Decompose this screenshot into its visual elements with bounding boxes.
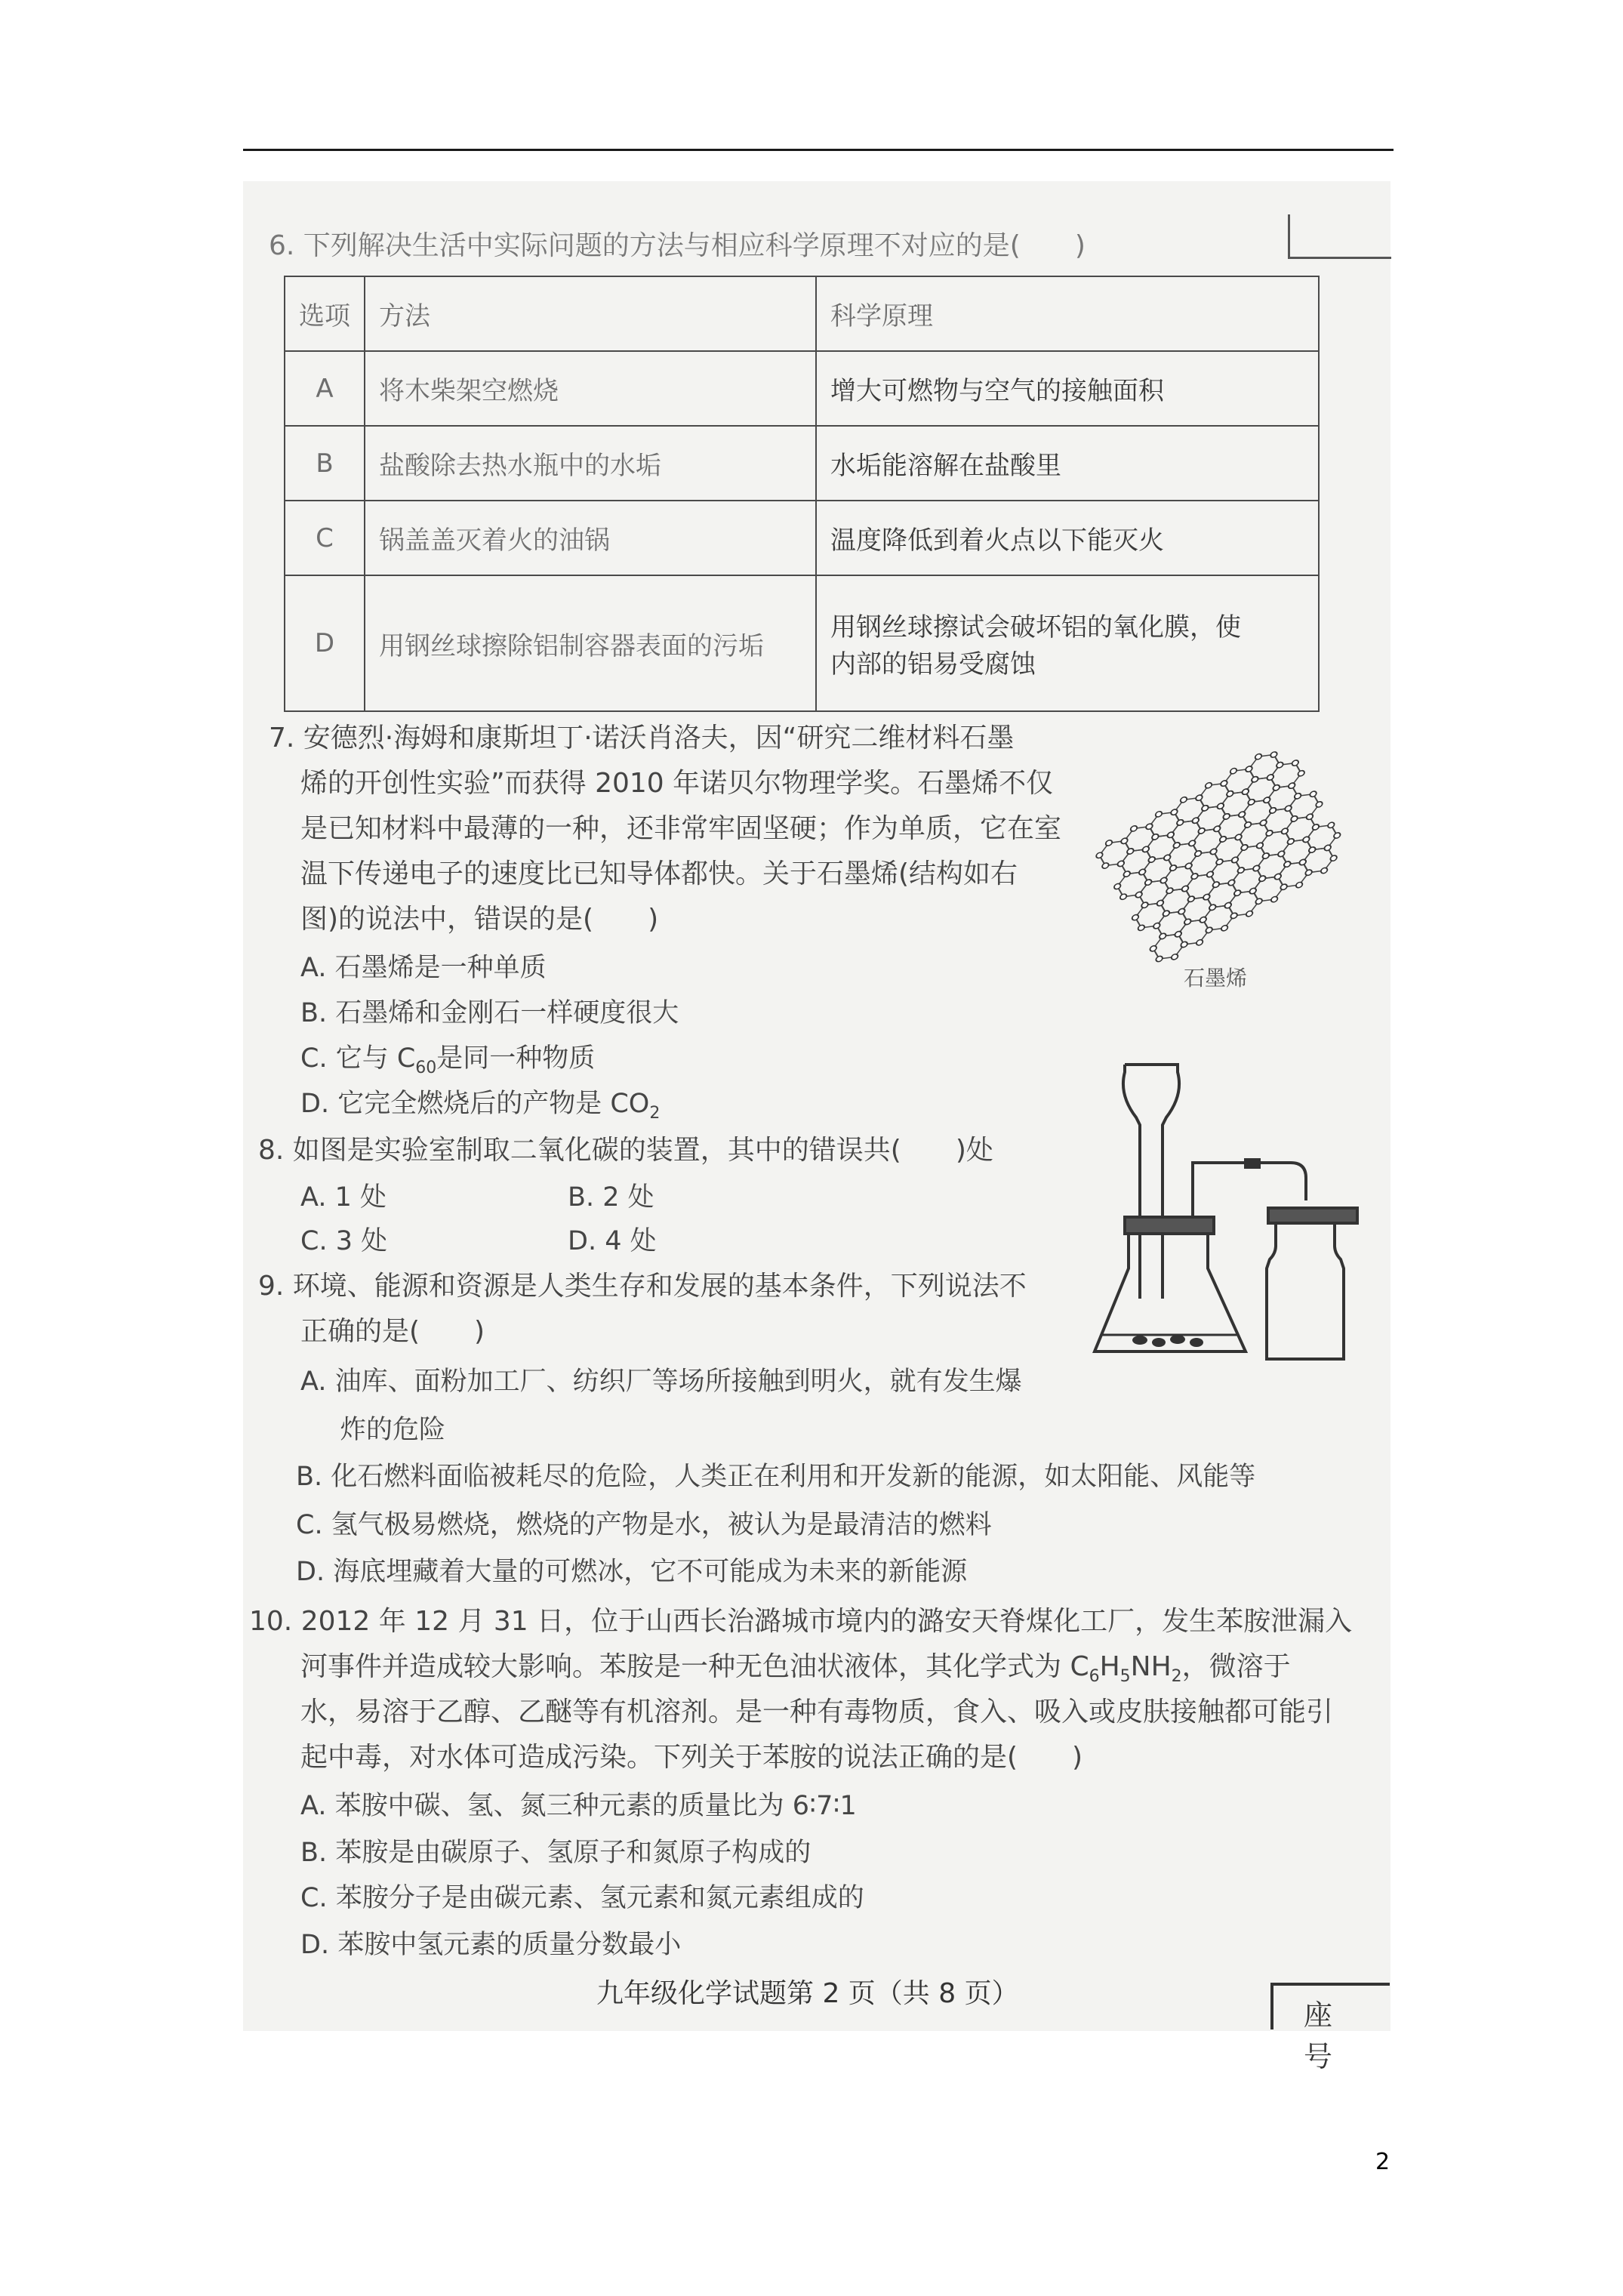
graphene-carbon-atom [1120, 837, 1129, 845]
q6-header-method: 方法 [365, 276, 816, 351]
graphene-carbon-atom [1204, 781, 1212, 789]
graphene-carbon-atom [1288, 782, 1296, 790]
q7-option-c-subscript: 60 [415, 1059, 437, 1077]
graphene-carbon-atom [1294, 792, 1302, 800]
q10-line2-text: 河事件并造成较大影响。苯胺是一种无色油状液体，其化学式为 C [300, 1651, 1089, 1682]
graphene-carbon-atom [1201, 804, 1209, 812]
graphene-carbon-atom [1159, 932, 1167, 940]
graphene-carbon-atom [1184, 862, 1193, 870]
table-row [285, 501, 1319, 575]
graphene-carbon-atom [1327, 821, 1335, 829]
graphene-carbon-atom [1154, 810, 1163, 818]
q7-line3: 是已知材料中最薄的一种，还非常牢固坚硬；作为单质，它在室 [300, 813, 1062, 844]
graphene-carbon-atom [1234, 834, 1243, 841]
q9-stem-line2: 正确的是( ) [300, 1316, 485, 1347]
graphene-carbon-atom [1190, 873, 1199, 880]
q7-line5: 图)的说法中，错误的是( ) [300, 904, 659, 935]
graphene-carbon-atom [1104, 839, 1113, 846]
q6-row-d-option: D [285, 575, 365, 711]
graphene-carbon-atom [1169, 864, 1178, 872]
graphene-carbon-atom [1194, 850, 1203, 858]
graphene-carbon-atom [1221, 924, 1229, 932]
q7-line1: 7. 安德烈·海姆和康斯坦丁·诺沃肖洛夫，因“研究二维材料石墨 [269, 723, 1015, 754]
graphene-carbon-atom [1163, 854, 1172, 861]
graphene-carbon-atom [1220, 780, 1228, 787]
graphene-carbon-atom [1151, 833, 1160, 840]
graphene-carbon-atom [1224, 901, 1232, 909]
seat-number-box: 座号 [1270, 1983, 1390, 2029]
q6-stem: 6. 下列解决生活中实际问题的方法与相应科学原理不对应的是( ) [269, 230, 1086, 261]
q10-option-b: B. 苯胺是由碳原子、氢原子和氮原子构成的 [300, 1838, 812, 1868]
q10-line3: 水，易溶于乙醇、乙醚等有机溶剂。是一种有毒物质，食入、吸入或皮肤接触都可能引 [300, 1697, 1334, 1727]
graphene-carbon-atom [1270, 895, 1279, 903]
q10-option-a: A. 苯胺中碳、氢、氮三种元素的质量比为 6∶7∶1 [300, 1791, 857, 1821]
graphene-carbon-atom [1156, 899, 1164, 907]
q6-row-c-method: 锅盖盖灭着火的油锅 [365, 501, 816, 575]
q10-subscript-3: 2 [1171, 1667, 1182, 1687]
graphene-carbon-atom [1187, 895, 1195, 903]
graphene-carbon-atom [1302, 836, 1310, 843]
q7-option-b: B. 石墨烯和金刚石一样硬度很大 [300, 998, 679, 1028]
graphene-carbon-atom [1199, 916, 1207, 923]
graphene-carbon-atom [1329, 855, 1338, 862]
header-rule [243, 149, 1394, 151]
q7-option-a: A. 石墨烯是一种单质 [300, 953, 547, 983]
q8-option-b: B. 2 处 [568, 1182, 654, 1213]
graphene-carbon-atom [1179, 796, 1187, 803]
graphene-carbon-atom [1244, 821, 1252, 828]
graphene-carbon-atom [1240, 843, 1249, 851]
graphene-carbon-atom [1227, 879, 1236, 886]
graphene-carbon-atom [1178, 908, 1186, 915]
graphene-carbon-atom [1280, 827, 1289, 835]
graphene-carbon-atom [1119, 893, 1128, 901]
graphene-carbon-atom [1249, 887, 1257, 895]
q6-row-c-option: C [285, 501, 365, 575]
graphene-carbon-atom [1283, 861, 1292, 868]
graphene-carbon-atom [1147, 856, 1156, 864]
graphene-carbon-atom [1126, 847, 1135, 855]
q10-line4: 起中毒，对水体可造成污染。下列关于苯胺的说法正确的是( ) [300, 1742, 1083, 1773]
graphene-carbon-atom [1141, 846, 1150, 853]
graphene-carbon-atom [1172, 841, 1181, 849]
graphene-carbon-atom [1263, 797, 1271, 804]
q6-row-d-method: 用钢丝球擦除铝制容器表面的污垢 [365, 575, 816, 711]
graphene-carbon-atom [1259, 819, 1267, 827]
graphene-carbon-atom [1305, 813, 1313, 821]
conical-flask [1095, 1231, 1246, 1351]
graphene-carbon-atom [1209, 904, 1217, 911]
graphene-carbon-atom [1266, 774, 1274, 781]
graphene-carbon-atom [1245, 765, 1253, 772]
q9-option-a-line2: 炸的危险 [340, 1415, 446, 1445]
graphene-carbon-atom [1320, 867, 1329, 874]
q10-option-c: C. 苯胺分子是由碳元素、氢元素和氮元素组成的 [300, 1883, 864, 1913]
graphene-carbon-atom [1160, 877, 1168, 884]
graphene-carbon-atom [1138, 868, 1147, 876]
graphene-caption: 石墨烯 [1184, 966, 1248, 991]
graphene-carbon-atom [1304, 869, 1313, 877]
graphene-carbon-atom [1315, 800, 1323, 808]
q8-option-a: A. 1 处 [300, 1182, 387, 1213]
graphene-carbon-atom [1116, 860, 1125, 868]
graphene-carbon-atom [1276, 761, 1284, 769]
q10-option-d: D. 苯胺中氢元素的质量分数最小 [300, 1930, 682, 1960]
graphene-carbon-atom [1286, 837, 1295, 845]
graphene-carbon-atom [1309, 791, 1317, 798]
q10-formula-nh: NH [1130, 1651, 1172, 1682]
graphene-carbon-atom [1123, 871, 1131, 878]
graphene-carbon-atom [1236, 867, 1245, 874]
co2-apparatus-figure [1095, 1049, 1381, 1367]
graphene-carbon-atom [1238, 811, 1246, 818]
graphene-carbon-atom [1181, 885, 1189, 892]
graphene-carbon-atom [1174, 930, 1182, 938]
graphene-carbon-atom [1272, 784, 1280, 791]
graphene-carbon-atom [1196, 938, 1204, 946]
bottle-cap [1268, 1208, 1357, 1223]
q9-option-d: D. 海底埋藏着大量的可燃冰，它不可能成为未来的新能源 [296, 1557, 968, 1587]
graphene-carbon-atom [1176, 818, 1184, 826]
graphene-carbon-atom [1141, 901, 1149, 909]
graphene-carbon-atom [1170, 809, 1178, 816]
funnel-bulb [1123, 1065, 1179, 1299]
q6-table [284, 276, 1320, 712]
q9-option-a-line1: A. 油库、面粉加工厂、纺织厂等场所接触到明火，就有发生爆 [300, 1367, 1022, 1397]
graphene-carbon-atom [1191, 817, 1200, 824]
graphene-carbon-atom [1255, 842, 1264, 849]
graphene-carbon-atom [1153, 922, 1161, 929]
graphene-carbon-atom [1254, 753, 1262, 760]
q7-option-c-text-end: 是同一种物质 [436, 1043, 596, 1074]
graphene-carbon-atom [1206, 871, 1214, 878]
q6-row-b-principle: 水垢能溶解在盐酸里 [816, 426, 1319, 501]
graphene-carbon-atom [1277, 850, 1286, 858]
graphene-carbon-atom [1215, 858, 1224, 866]
graphene-carbon-atom [1131, 914, 1139, 921]
graphene-carbon-atom [1269, 806, 1277, 814]
graphene-carbon-atom [1135, 891, 1143, 898]
graphene-carbon-atom [1241, 788, 1249, 796]
q6-row-c-principle: 温度降低到着火点以下能灭火 [816, 501, 1319, 575]
graphene-carbon-atom [1290, 815, 1298, 822]
table-row [285, 276, 1319, 351]
gas-bottle [1267, 1223, 1344, 1359]
page-number: 2 [1375, 2149, 1390, 2175]
q7-option-c-text: C. 它与 C [300, 1043, 416, 1074]
graphene-carbon-atom [1229, 767, 1237, 775]
graphene-carbon-atom [1298, 858, 1307, 866]
exam-footer: 九年级化学试题第 2 页（共 8 页） [596, 1978, 1019, 2009]
q6-row-a-method: 将木柴架空燃烧 [365, 351, 816, 426]
graphene-structure-figure [1102, 747, 1389, 959]
q10-line2-end: ，微溶于 [1181, 1651, 1291, 1682]
q9-option-b: B. 化石燃料面临被耗尽的危险，人类正在利用和开发新的能源，如太阳能、风能等 [296, 1462, 1256, 1492]
graphene-carbon-atom [1184, 918, 1192, 926]
q7-line4: 温下传递电子的速度比已知导体都快。关于石墨烯(结构如右 [300, 858, 1018, 889]
graphene-carbon-atom [1129, 824, 1138, 832]
q6-row-a-option: A [285, 351, 365, 426]
graphene-carbon-atom [1188, 840, 1196, 847]
q9-stem-line1: 9. 环境、能源和资源是人类生存和发展的基本条件，下列说法不 [258, 1271, 1027, 1302]
q6-row-b-method: 盐酸除去热水瓶中的水垢 [365, 426, 816, 501]
graphene-carbon-atom [1113, 883, 1122, 890]
q6-header-option: 选项 [285, 276, 365, 351]
table-row [285, 426, 1319, 501]
graphene-carbon-atom [1205, 926, 1213, 934]
graphene-carbon-atom [1166, 831, 1175, 839]
q7-option-d-subscript: 2 [649, 1104, 661, 1123]
graphene-carbon-atom [1251, 775, 1259, 783]
q6-row-a-principle: 增大可燃物与空气的接触面积 [816, 351, 1319, 426]
graphene-carbon-atom [1252, 864, 1261, 872]
graphene-carbon-atom [1212, 881, 1220, 889]
graphene-carbon-atom [1261, 852, 1270, 860]
q10-formula-h: H [1099, 1651, 1120, 1682]
graphene-carbon-atom [1280, 883, 1288, 891]
graphene-carbon-atom [1144, 879, 1153, 886]
stopper [1125, 1217, 1214, 1234]
graphene-carbon-atom [1311, 823, 1320, 831]
graphene-carbon-atom [1273, 873, 1282, 880]
q9-option-c: C. 氢气极易燃烧，燃烧的产物是水，被认为是最清洁的燃料 [296, 1510, 992, 1540]
q10-line1: 10. 2012 年 12 月 31 日，位于山西长治潞城市境内的潞安天脊煤化工厂，发生苯胺泄漏入 [249, 1606, 1353, 1637]
graphene-carbon-atom [1222, 812, 1230, 820]
graphene-carbon-atom [1149, 945, 1157, 952]
q7-option-d-text: D. 它完全燃烧后的产物是 CO [300, 1089, 650, 1119]
graphene-carbon-atom [1333, 831, 1341, 839]
table-row [285, 351, 1319, 426]
graphene-carbon-atom [1162, 910, 1170, 917]
graphene-carbon-atom [1255, 898, 1263, 905]
graphene-carbon-atom [1230, 912, 1238, 920]
graphene-carbon-atom [1291, 759, 1299, 766]
graphene-carbon-atom [1230, 856, 1239, 864]
graphene-carbon-atom [1197, 827, 1206, 834]
q10-subscript-2: 5 [1119, 1667, 1131, 1687]
q6-row-d-principle-line1: 用钢丝球擦试会破坏铝的氧化膜，使 [830, 612, 1241, 643]
graphene-carbon-atom [1246, 910, 1254, 917]
q6-row-d-principle [816, 575, 1319, 711]
graphene-carbon-atom [1203, 893, 1211, 901]
graphene-carbon-atom [1270, 750, 1278, 758]
graphene-carbon-atom [1323, 844, 1332, 852]
graphene-carbon-atom [1284, 805, 1292, 812]
graphene-carbon-atom [1166, 887, 1174, 895]
q10-subscript-1: 6 [1089, 1667, 1100, 1687]
graphene-carbon-atom [1216, 803, 1224, 810]
graphene-carbon-atom [1195, 794, 1203, 802]
q7-line2: 烯的开创性实验”而获得 2010 年诺贝尔物理学奖。石墨烯不仅 [300, 768, 1054, 799]
graphene-carbon-atom [1308, 846, 1317, 854]
graphene-carbon-atom [1209, 848, 1218, 855]
q8-stem: 8. 如图是实验室制取二氧化碳的装置，其中的错误共( )处 [258, 1135, 993, 1166]
graphene-carbon-atom [1137, 924, 1145, 932]
graphene-carbon-atom [1145, 823, 1153, 831]
q6-row-d-principle-line2: 内部的铝易受腐蚀 [830, 649, 1036, 680]
graphene-carbon-atom [1297, 769, 1305, 777]
graphene-carbon-atom [1213, 825, 1221, 833]
q8-option-c: C. 3 处 [300, 1226, 388, 1256]
q8-option-d: D. 4 处 [568, 1226, 657, 1256]
graphene-carbon-atom [1233, 889, 1242, 897]
graphene-carbon-atom [1265, 829, 1273, 837]
graphene-carbon-atom [1247, 798, 1255, 806]
graphene-carbon-atom [1258, 875, 1267, 883]
graphene-carbon-atom [1101, 862, 1110, 870]
graphene-carbon-atom [1295, 881, 1304, 889]
corner-box-mark [1288, 214, 1391, 259]
q6-row-b-option: B [285, 426, 365, 501]
graphene-carbon-atom [1226, 790, 1234, 797]
table-row [285, 575, 1319, 711]
graphene-carbon-atom [1180, 941, 1188, 948]
q6-header-principle: 科学原理 [816, 276, 1319, 351]
graphene-carbon-atom [1219, 835, 1227, 843]
